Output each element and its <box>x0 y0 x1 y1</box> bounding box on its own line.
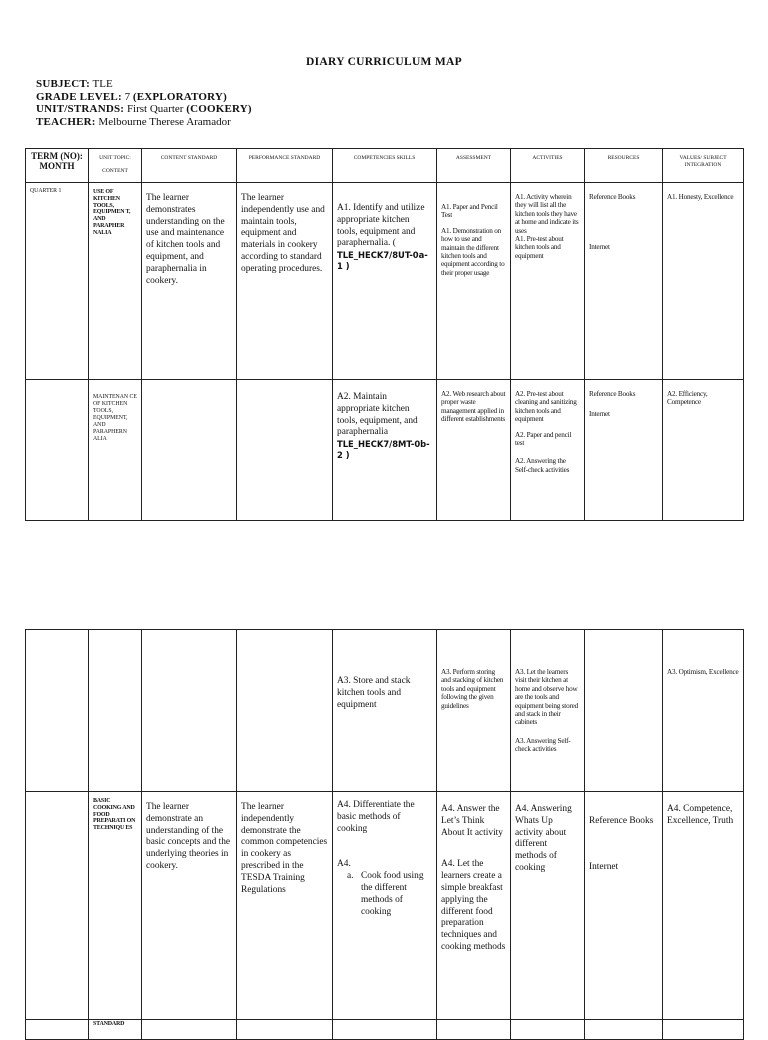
cell-values: A2. Efficiency, Competence <box>663 380 744 521</box>
cell-competency: A4. Differentiate the basic methods of cooking A4. a. Cook food using the different methods of cooking <box>333 792 437 1020</box>
curriculum-table-1 <box>25 148 744 521</box>
page-title: DIARY CURRICULUM MAP <box>306 56 462 68</box>
header-resources: RESOURCES <box>585 149 663 183</box>
cell-competency: A1. Identify and utilize appropriate kitchen tools, equipment and paraphernalia. ( TLE_HECK7/8UT-0a-1 ) <box>333 183 437 380</box>
curriculum-table-2 <box>25 629 744 1040</box>
header-competencies: COMPETENCIES SKILLS <box>333 149 437 183</box>
cell-competency: A2. Maintain appropriate kitchen tools, equipment, and paraphernalia TLE_HECK7/8MT-0b-2 ) <box>333 380 437 521</box>
unit-extra: (COOKERY) <box>186 103 252 115</box>
cell-values: A3. Optimism, Excellence <box>663 630 744 792</box>
cell-competency: A3. Store and stack kitchen tools and equipment <box>333 630 437 792</box>
cell-term <box>26 792 89 1020</box>
cell-activities: A1. Activity wherein they will list all the kitchen tools they have at home and indicate its uses A1. Pre-test about kitchen tools and equipment <box>511 183 585 380</box>
cell-term <box>26 1020 89 1040</box>
cell-content-standard: The learner demonstrate an understanding of the basic concepts and the underlying theories in cookery. <box>142 792 237 1020</box>
teacher-label: TEACHER: <box>36 115 96 128</box>
unit-label: UNIT/STRANDS: <box>36 103 125 115</box>
subject-value: TLE <box>92 78 113 90</box>
cell-term <box>26 380 89 521</box>
subject-line <box>36 78 252 91</box>
cell-content-standard <box>142 380 237 521</box>
unit-value: First Quarter <box>126 103 184 115</box>
header-unit-topic-label: UNIT TOPIC: <box>99 155 131 161</box>
cell-term: QUARTER 1 <box>26 183 89 380</box>
grade-extra: (EXPLORATORY) <box>132 90 227 103</box>
cell-content-standard: The learner demonstrates understanding on the use and maintenance of kitchen tools and equipment, and paraphernalia in cookery. <box>142 183 237 380</box>
cell-assessment: A2. Web research about proper waste management applied in different establishments <box>437 380 511 521</box>
cell-performance-standard <box>237 630 333 792</box>
cell-resources: Reference Books Internet <box>585 380 663 521</box>
header-activities: ACTIVITIES <box>511 149 585 183</box>
cell-resources: Reference Books Internet <box>585 183 663 380</box>
header-unit-topic <box>89 149 142 183</box>
cell-topic: MAINTENAN CE OF KITCHEN TOOLS, EQUIPMENT, AND PARAPHERN ALIA <box>89 380 142 521</box>
teacher-value: Melbourne Therese Aramador <box>98 115 231 128</box>
header-content-standard: CONTENT STANDARD <box>142 149 237 183</box>
cell-topic: BASIC COOKING AND FOOD PREPARATI ON TECHNIQU ES <box>89 792 142 1020</box>
cell-topic <box>89 630 142 792</box>
cell-activities: A4. Answering Whats Up activity about different methods of cooking <box>511 792 585 1020</box>
competency-code: TLE_HECK7/8MT-0b-2 ) <box>337 439 430 461</box>
cell-term <box>26 630 89 792</box>
competency-subitem: a. Cook food using the different methods of cooking <box>347 871 424 917</box>
teacher-line <box>36 116 252 129</box>
subject-label: SUBJECT: <box>36 78 90 90</box>
header-assessment: ASSESSMENT <box>437 149 511 183</box>
table-row <box>26 630 744 792</box>
cell-activities: A2. Pre-test about cleaning and sanitizing kitchen tools and equipment A2. Paper and pencil test A2. Answering the Self-check activities <box>511 380 585 521</box>
cell-topic: USE OF KITCHEN TOOLS, EQUIPMEN T, AND PARAPHER NALIA <box>89 183 142 380</box>
cell-assessment: A1. Paper and Pencil Test A1. Demonstration on how to use and maintain the different kitchen tools and equipment according to their proper usage <box>437 183 511 380</box>
cell-values: A1. Honesty, Excellence <box>663 183 744 380</box>
cell-performance-standard <box>237 380 333 521</box>
cell-assessment: A3. Perform storing and stacking of kitchen tools and equipment following the given guidelines <box>437 630 511 792</box>
cell-performance-standard: The learner independently demonstrate the common competencies in cookery as prescribed in the TESDA Training Regulations <box>237 792 333 1020</box>
table-row <box>26 1020 744 1040</box>
document-meta <box>36 78 252 128</box>
grade-label: GRADE LEVEL: <box>36 90 122 103</box>
header-term: TERM (NO): MONTH <box>26 149 89 183</box>
header-performance-standard: PERFORMANCE STANDARD <box>237 149 333 183</box>
competency-code: TLE_HECK7/8UT-0a-1 ) <box>337 250 428 272</box>
grade-line <box>36 91 252 104</box>
grade-value: 7 <box>124 90 131 103</box>
cell-values: A4. Competence, Excellence, Truth <box>663 792 744 1020</box>
unit-line <box>36 103 252 116</box>
cell-assessment: A4. Answer the Let’s Think About It activity A4. Let the learners create a simple breakfast applying the different food preparation techniques and cooking methods <box>437 792 511 1020</box>
header-values: VALUES/ SUBJECT INTEGRATION <box>663 149 744 183</box>
cell-activities: A3. Let the learners visit their kitchen at home and observe how are the tools and equipment being stored and stack in their cabinets A3. Answering Self-check activities <box>511 630 585 792</box>
table-row <box>26 183 744 380</box>
cell-content-standard <box>142 630 237 792</box>
cell-performance-standard: The learner independently use and maintain tools, equipment and materials in cookery according to standard operating procedures. <box>237 183 333 380</box>
cell-topic: STANDARD <box>89 1020 142 1040</box>
header-row <box>26 149 744 183</box>
table-row <box>26 792 744 1020</box>
cell-resources: Reference Books Internet <box>585 792 663 1020</box>
cell-resources <box>585 630 663 792</box>
table-row <box>26 380 744 521</box>
header-unit-topic-sub: CONTENT <box>102 167 128 174</box>
